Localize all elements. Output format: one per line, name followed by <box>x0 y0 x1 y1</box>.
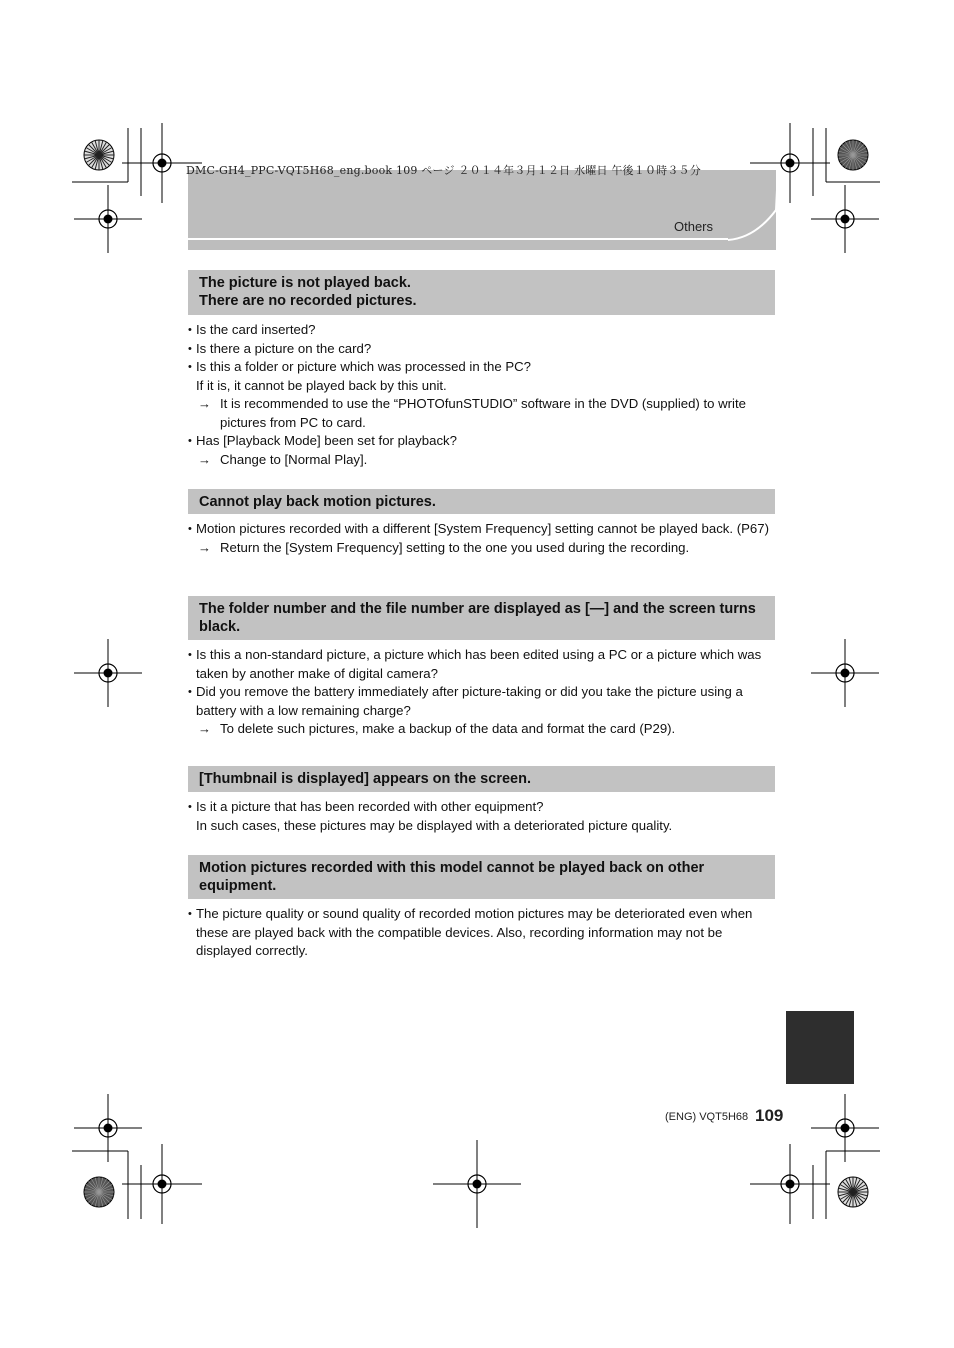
bullet-item: • Did you remove the battery immediately after picture-taking or did you take the picture using a battery with a low remaining charge? <box>188 683 778 720</box>
section-body <box>188 905 778 961</box>
bullet-item: • Motion pictures recorded with a different [System Frequency] setting cannot be played back. (P67) <box>188 520 778 539</box>
heading-line: Motion pictures recorded with this model cannot be played back on other <box>199 860 705 876</box>
crop-mark-stroke <box>786 1180 795 1189</box>
section-heading <box>188 766 775 792</box>
section-body <box>188 520 778 557</box>
bullet-item: • Is it a picture that has been recorded with other equipment? <box>188 798 778 817</box>
crop-mark-stroke <box>841 1124 850 1133</box>
bullet-item: • Is this a folder or picture which was processed in the PC? <box>188 358 778 377</box>
arrow-item: → Return the [System Frequency] setting to the one you used during the recording. <box>188 539 778 558</box>
arrow-item: → To delete such pictures, make a backup of the data and format the card (P29). <box>188 720 778 739</box>
continuation-text: If it is, it cannot be played back by this unit. <box>196 377 447 393</box>
heading-line: The picture is not played back. <box>199 275 411 291</box>
section-body <box>188 321 778 469</box>
crop-mark-stroke <box>104 215 113 224</box>
bullet-item: • Is there a picture on the card? <box>188 340 778 359</box>
section-heading <box>188 855 775 899</box>
crop-mark-stroke <box>786 159 795 168</box>
heading-line: Cannot play back motion pictures. <box>199 494 436 510</box>
crop-mark-stroke <box>841 669 850 678</box>
crop-mark-stroke <box>841 215 850 224</box>
section-heading <box>188 489 775 514</box>
header-rule <box>188 238 728 240</box>
page-number: 109 <box>755 1106 784 1125</box>
bullet-item: • Is the card inserted? <box>188 321 778 340</box>
section-heading <box>188 596 775 640</box>
heading-line: equipment. <box>199 878 277 894</box>
chapter-tab <box>786 1011 854 1084</box>
heading-line: There are no recorded pictures. <box>199 293 417 309</box>
model-code: (ENG) VQT5H68 <box>665 1111 749 1123</box>
arrow-item: → It is recommended to use the “PHOTOfunSTUDIO” software in the DVD (supplied) to write pictures from PC to card. <box>188 395 778 432</box>
section-body <box>188 646 778 739</box>
section-label: Others <box>674 219 714 234</box>
crop-mark-stroke <box>158 159 167 168</box>
bullet-item: • Has [Playback Mode] been set for playback? <box>188 432 778 451</box>
heading-line: black. <box>199 619 241 635</box>
arrow-item: → Change to [Normal Play]. <box>188 451 778 470</box>
continuation-text: In such cases, these pictures may be displayed with a deteriorated picture quality. <box>196 817 673 833</box>
crop-mark-stroke <box>158 1180 167 1189</box>
crop-mark-stroke <box>104 1124 113 1133</box>
heading-line: The folder number and the file number are displayed as [—] and the screen turns <box>199 601 756 617</box>
bullet-item: • Is this a non-standard picture, a picture which has been edited using a PC or a picture which was taken by another make of digital camera? <box>188 646 778 683</box>
section-body <box>188 798 778 835</box>
bullet-item: • The picture quality or sound quality of recorded motion pictures may be deteriorated even when these are played back with the compatible devices. Also, recording information may not be displayed correctly. <box>188 905 778 961</box>
crop-mark-stroke <box>104 669 113 678</box>
crop-mark-stroke <box>473 1180 482 1189</box>
print-metadata: DMC-GH4_PPC-VQT5H68_eng.book 109 ページ ２０１４年３月１２日 水曜日 午後１０時３５分 <box>186 164 701 177</box>
section-heading <box>188 270 775 315</box>
heading-line: [Thumbnail is displayed] appears on the screen. <box>199 771 531 787</box>
